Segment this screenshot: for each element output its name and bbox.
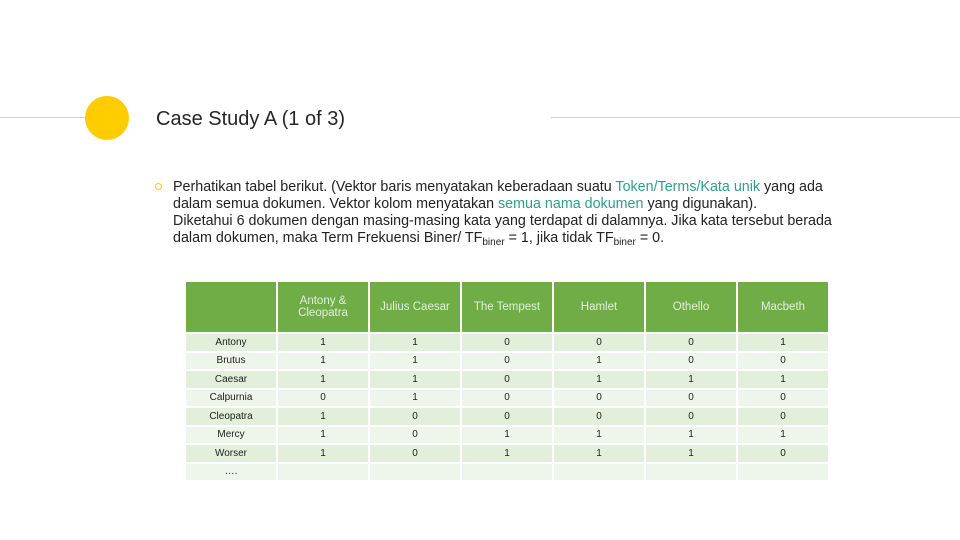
tf-value-cell: 1 <box>278 408 368 425</box>
tf-value-cell: 1 <box>738 427 828 444</box>
term-label: Worser <box>186 445 276 462</box>
para-subscript-1: biner <box>482 237 505 248</box>
tf-value-cell: 0 <box>278 390 368 407</box>
term-label: Cleopatra <box>186 408 276 425</box>
para-highlight-terms: Token/Terms/Kata unik <box>615 179 761 195</box>
tf-value-cell: 0 <box>646 353 736 370</box>
tf-value-cell: 1 <box>278 353 368 370</box>
para-text-5: = 1, jika tidak TF <box>504 230 614 246</box>
tf-value-cell: 1 <box>738 334 828 351</box>
tf-value-cell: 0 <box>646 408 736 425</box>
tf-value-cell <box>554 464 644 481</box>
tf-value-cell: 1 <box>370 334 460 351</box>
para-text-4: Diketahui 6 dokumen dengan masing-masing kata yang terdapat di dalamnya. Jika kata tersebut berada dalam dokumen, maka Term Frekuensi Biner/ TF <box>173 213 832 246</box>
header-cell: The Tempest <box>462 282 552 332</box>
tf-value-cell <box>646 464 736 481</box>
header-cell <box>186 282 276 332</box>
title-rule-right <box>551 117 960 118</box>
header-cell: Macbeth <box>738 282 828 332</box>
header-cell: Othello <box>646 282 736 332</box>
table-row <box>186 464 828 481</box>
term-label: Mercy <box>186 427 276 444</box>
tf-value-cell: 1 <box>278 427 368 444</box>
tf-value-cell: 1 <box>278 371 368 388</box>
tf-value-cell <box>462 464 552 481</box>
para-text-2: yang ada dalam semua dokumen. Vektor kolom menyatakan <box>173 179 823 212</box>
table-header-row <box>186 282 828 332</box>
tf-value-cell: 1 <box>370 390 460 407</box>
tf-value-cell: 0 <box>462 353 552 370</box>
tf-value-cell: 0 <box>738 353 828 370</box>
tf-value-cell: 0 <box>462 371 552 388</box>
accent-circle <box>85 96 129 140</box>
tf-value-cell: 1 <box>554 445 644 462</box>
tf-value-cell: 1 <box>554 427 644 444</box>
tf-value-cell: 0 <box>554 334 644 351</box>
tf-value-cell <box>738 464 828 481</box>
tf-value-cell <box>278 464 368 481</box>
table-row <box>186 445 828 462</box>
term-label: Caesar <box>186 371 276 388</box>
tf-value-cell: 1 <box>646 427 736 444</box>
tf-value-cell: 0 <box>370 427 460 444</box>
term-document-table <box>184 280 830 482</box>
table-row <box>186 371 828 388</box>
tf-value-cell: 1 <box>278 445 368 462</box>
tf-value-cell: 0 <box>738 408 828 425</box>
table-row <box>186 427 828 444</box>
title-rule-left <box>0 117 93 118</box>
table-row <box>186 334 828 351</box>
header-cell: Hamlet <box>554 282 644 332</box>
tf-value-cell: 1 <box>646 445 736 462</box>
body-paragraph <box>173 179 863 247</box>
term-label: Brutus <box>186 353 276 370</box>
term-label: …. <box>186 464 276 481</box>
tf-value-cell: 0 <box>462 390 552 407</box>
tf-value-cell: 1 <box>738 371 828 388</box>
term-label: Antony <box>186 334 276 351</box>
tf-value-cell: 0 <box>738 445 828 462</box>
tf-value-cell: 1 <box>462 427 552 444</box>
term-label: Calpurnia <box>186 390 276 407</box>
table-row <box>186 408 828 425</box>
table-row <box>186 353 828 370</box>
tf-value-cell <box>370 464 460 481</box>
header-cell: Julius Caesar <box>370 282 460 332</box>
tf-value-cell: 1 <box>554 371 644 388</box>
tf-value-cell: 1 <box>370 353 460 370</box>
tf-value-cell: 0 <box>554 408 644 425</box>
para-subscript-2: biner <box>613 237 636 248</box>
tf-value-cell: 0 <box>554 390 644 407</box>
slide-title: Case Study A (1 of 3) <box>156 108 345 130</box>
tf-value-cell: 0 <box>462 408 552 425</box>
tf-value-cell: 0 <box>646 390 736 407</box>
tf-value-cell: 1 <box>370 371 460 388</box>
tf-value-cell: 1 <box>278 334 368 351</box>
para-text-6: = 0. <box>635 230 665 246</box>
tf-value-cell: 1 <box>462 445 552 462</box>
para-text-1: Perhatikan tabel berikut. (Vektor baris menyatakan keberadaan suatu <box>173 179 616 195</box>
tf-value-cell: 0 <box>738 390 828 407</box>
tf-value-cell: 0 <box>370 445 460 462</box>
tf-value-cell: 0 <box>370 408 460 425</box>
tf-value-cell: 0 <box>462 334 552 351</box>
table-row <box>186 390 828 407</box>
para-highlight-docs: semua nama dokumen <box>498 196 644 212</box>
tf-value-cell: 1 <box>554 353 644 370</box>
bullet-icon <box>155 183 162 190</box>
tf-value-cell: 1 <box>646 371 736 388</box>
header-cell: Antony & Cleopatra <box>278 282 368 332</box>
para-text-3: yang digunakan). <box>643 196 758 212</box>
tf-value-cell: 0 <box>646 334 736 351</box>
